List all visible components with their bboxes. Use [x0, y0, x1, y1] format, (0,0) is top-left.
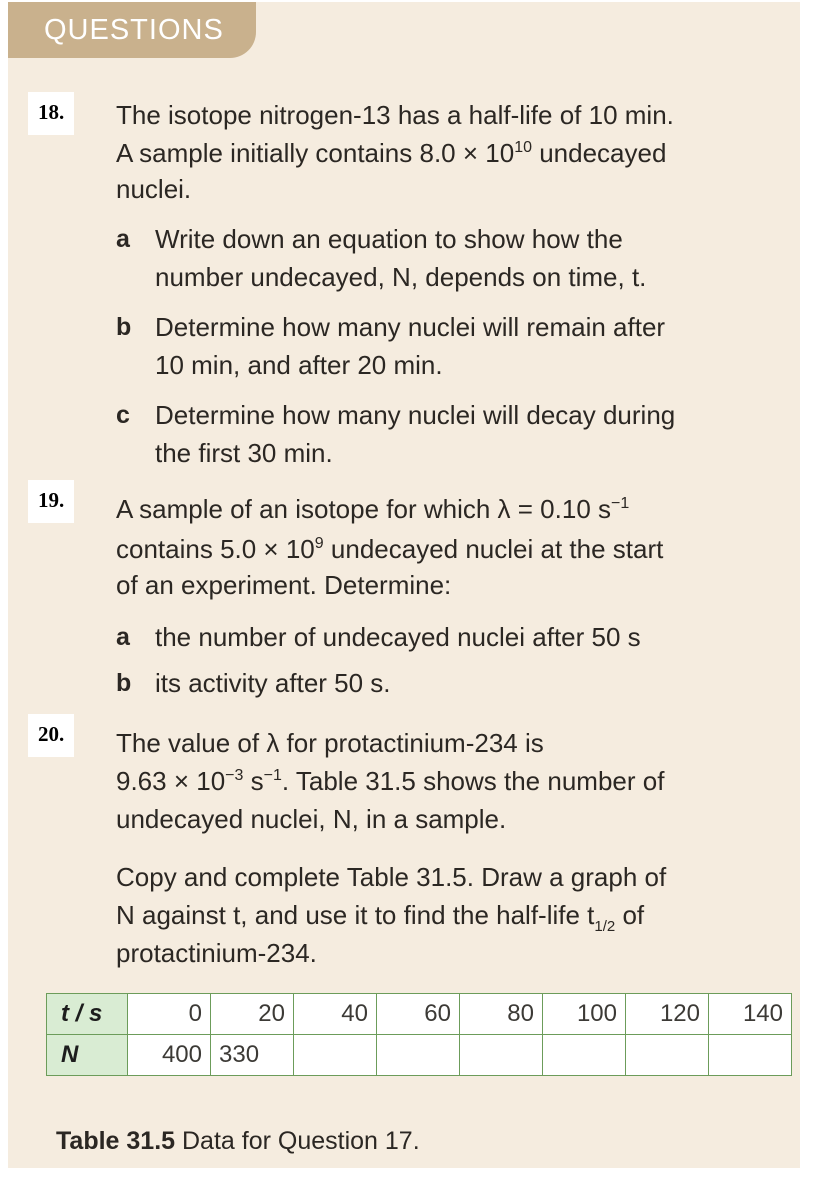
table-caption [56, 1127, 420, 1156]
table-cell: 60 [377, 994, 460, 1035]
q19-part-b-label: b [116, 669, 132, 697]
q18-part-a-line-2: number undecayed, N, depends on time, t. [155, 262, 647, 292]
table-cell: 0 [128, 994, 211, 1035]
q18-stem-line-2: A sample initially contains $8.0 \times 10^{10}$ undecayed [116, 138, 667, 168]
table-cell [709, 1035, 792, 1076]
table-cell: 80 [460, 994, 543, 1035]
q19-stem-line-3: of an experiment. Determine: [116, 570, 452, 600]
table-caption-text: Data for Question 17. [182, 1127, 420, 1155]
q19-part-a-label: a [116, 623, 130, 651]
banner-title: QUESTIONS [44, 14, 224, 46]
question-number-18: 18. [28, 92, 74, 135]
table-cell: 40 [294, 994, 377, 1035]
table-row-time [47, 994, 792, 1035]
data-table [46, 993, 792, 1076]
table-cell: 400 [128, 1035, 211, 1076]
q20-para2-line-3: protactinium-234. [116, 938, 317, 968]
q19-part-a-line-1: the number of undecayed nuclei after 50 s [155, 622, 641, 652]
q18-part-c-line-2: the first 30 min. [155, 438, 333, 468]
questions-banner [8, 2, 256, 58]
q18-part-a-label: a [116, 225, 130, 253]
q20-stem-line-1: The value of λ for protactinium-234 is [116, 728, 544, 758]
q18-part-b-label: b [116, 313, 132, 341]
q18-part-b-line-1: Determine how many nuclei will remain after [155, 312, 666, 342]
q18-stem-line-1: The isotope nitrogen-13 has a half-life of 10 min. [116, 100, 674, 130]
table-cell [377, 1035, 460, 1076]
q18-part-c-label: c [116, 401, 130, 429]
q19-stem-line-1: A sample of an isotope for which λ = 0.10 $s^{-1}$ [116, 494, 630, 524]
q19-stem-line-2: contains $5.0 \times 10^9$ undecayed nuclei at the start [116, 534, 664, 564]
table-cell [460, 1035, 543, 1076]
q18-part-c-line-1: Determine how many nuclei will decay during [155, 400, 676, 430]
table-cell [626, 1035, 709, 1076]
table-cell: 140 [709, 994, 792, 1035]
q20-para2-line-1: Copy and complete Table 31.5. Draw a graph of [116, 862, 667, 892]
q20-stem-line-2: $9.63 \times 10^{-3}$ $s^{-1}$. Table 31.5 shows the number of [116, 766, 665, 796]
q20-para2-line-2: N against t, and use it to find the half-life $t_{1/2}$ of [116, 900, 645, 935]
q18-part-a-line-1: Write down an equation to show how the [155, 224, 623, 254]
table-row-nuclei [47, 1035, 792, 1076]
table-caption-label: Table 31.5 [56, 1127, 176, 1155]
table-cell: 100 [543, 994, 626, 1035]
table-cell: 20 [211, 994, 294, 1035]
q19-part-b-line-1: its activity after 50 s. [155, 668, 391, 698]
table-header-nuclei: N [47, 1035, 128, 1076]
table-cell: 120 [626, 994, 709, 1035]
table-header-time: t / s [47, 994, 128, 1035]
table-cell [294, 1035, 377, 1076]
q18-part-b-line-2: 10 min, and after 20 min. [155, 350, 443, 380]
question-number-19: 19. [28, 480, 74, 523]
question-number-20: 20. [28, 714, 74, 757]
table-cell: 330 [211, 1035, 294, 1076]
q20-stem-line-3: undecayed nuclei, N, in a sample. [116, 804, 507, 834]
q18-stem-line-3: nuclei. [116, 174, 192, 204]
table-cell [543, 1035, 626, 1076]
